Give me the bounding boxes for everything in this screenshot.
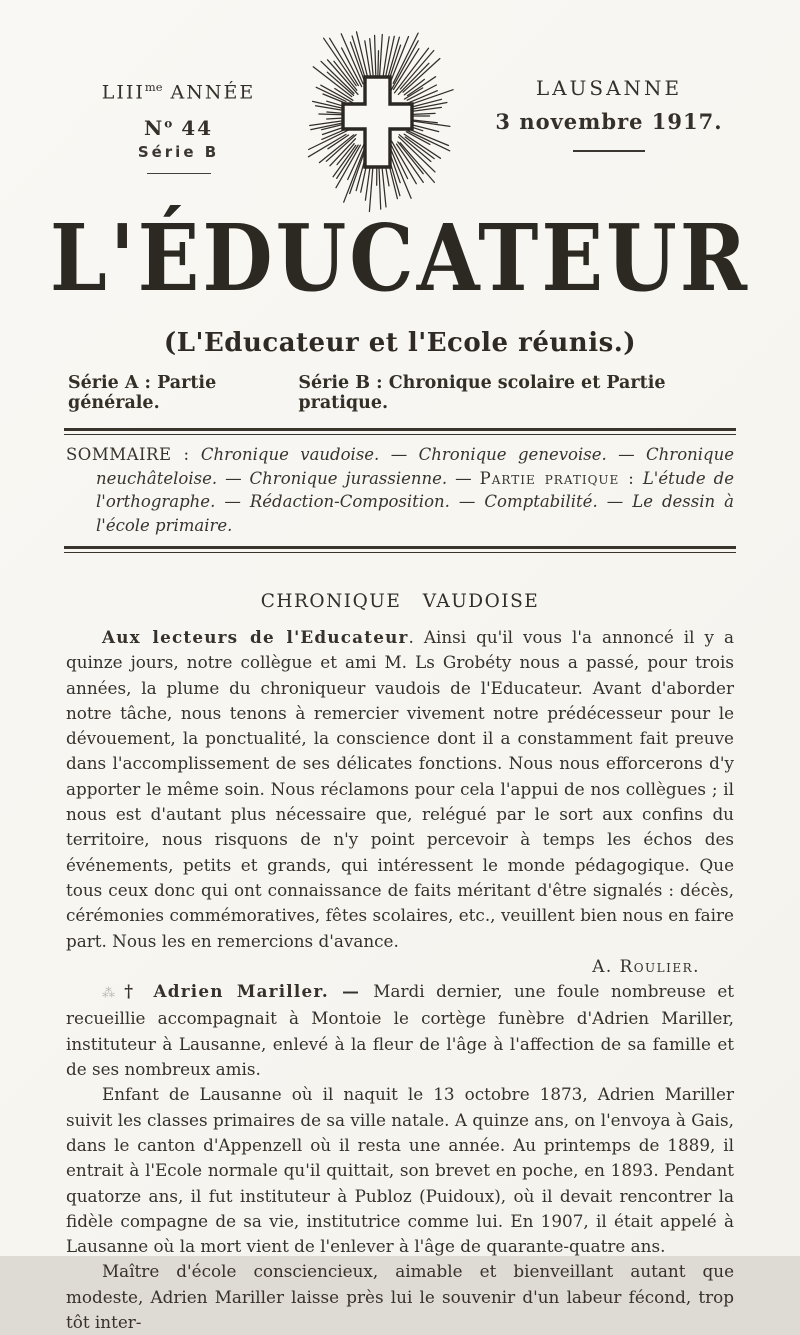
sommaire-box — [64, 428, 736, 553]
series-a-text: Série A : Partie générale. — [68, 373, 298, 413]
year-word: ANNÉE — [162, 81, 255, 103]
paragraph-eulogy: Maître d'école consciencieux, aimable et bienveillant autant que modeste, Adrien Mariller laisse près lui le souvenir d'un labeur fécond, trop tôt inter- — [66, 1259, 734, 1335]
paragraph-lead: Aux lecteurs de l'Educateur — [102, 627, 409, 647]
series-description — [68, 373, 732, 413]
signature: A. Roulier. — [0, 954, 700, 979]
paragraph-adrien-mariller: ⁂ † Adrien Mariller. — Mardi dernier, une foule nombreuse et recueillie accompagnait à Montoie le cortège funèbre d'Adrien Mariller, instituteur à Lausanne, enlevé à la fleur de l'âge à l'affection de sa famille et de ses nombreux amis. — [66, 979, 734, 1082]
place-line: LAUSANNE — [484, 76, 734, 100]
sommaire-text — [66, 443, 734, 537]
divider-rule — [573, 150, 645, 152]
year-line — [76, 80, 281, 103]
masthead-left — [76, 80, 281, 174]
divider-rule — [147, 173, 211, 174]
issue-number: $N^o$ 44 — [76, 116, 281, 140]
paragraph-lead: † Adrien Mariller. — — [124, 981, 373, 1001]
year-superscript: me — [145, 80, 163, 94]
sommaire-label: SOMMAIRE : — [66, 445, 190, 464]
print-smudge: ⁂ — [102, 986, 119, 1001]
masthead-right — [484, 76, 734, 152]
double-rule-top — [64, 428, 736, 435]
journal-subtitle: (L'Educateur et l'Ecole réunis.) — [0, 328, 800, 358]
masthead — [0, 0, 800, 205]
series-label: Série B — [76, 143, 281, 161]
journal-title: L'ÉDUCATEUR — [0, 213, 800, 305]
article-chronique-vaudoise — [0, 591, 800, 1335]
partie-pratique-label: Partie pratique : — [480, 469, 635, 488]
swiss-cross-sunburst-icon — [296, 28, 458, 206]
date-line: 3 novembre 1917. — [484, 109, 734, 134]
paragraph-aux-lecteurs: Aux lecteurs de l'Educateur. Ainsi qu'il vous l'a annoncé il y a quinze jours, notre collègue et ami M. Ls Grobéty nous a passé, pour trois années, la plume du chroniqueur vaudois de l'Educateur. Avant d'aborder notre tâche, nous tenons à remercier vivement notre prédécesseur pour le dévouement, la ponctualité, la conscience dont il a constamment fait preuve dans l'accomplissement de ses délicates fonctions. Nous nous efforcerons d'y apporter le même soin. Nous réclamons pour cela l'appui de nos collègues ; il nous est d'autant plus nécessaire que, relégué par le sort aux confins du territoire, nous risquons de n'y point percevoir à temps les échos des événements, petits et grands, qui intéressent le monde pédagogique. Que tous ceux donc qui ont connaissance de faits méritant d'être signalés : décès, cérémonies commémoratives, fêtes scolaires, etc., veuillent bien nous en faire part. Nous les en remercions d'avance. — [66, 625, 734, 954]
sommaire-part1: Chronique vaudoise. — Chronique genevoise. — Chronique neuchâteloise. — Chronique jurassienne. — — [96, 445, 734, 488]
double-rule-bottom — [64, 546, 736, 553]
paragraph-biography: Enfant de Lausanne où il naquit le 13 octobre 1873, Adrien Mariller suivit les classes primaires de sa ville natale. A quinze ans, on l'envoya à Gais, dans le canton d'Appenzell où il resta une année. Au printemps de 1889, il entrait à l'Ecole normale qu'il quittait, son brevet en poche, en 1893. Pendant quatorze ans, il fut instituteur à Publoz (Puidoux), où il devait rencontrer la fidèle compagne de sa vie, institutrice comme lui. En 1907, il était appelé à Lausanne où la mort vient de l'enlever à l'âge de quarante-quatre ans. — [66, 1082, 734, 1259]
year-roman: LIII — [102, 81, 145, 103]
article-heading: CHRONIQUE VAUDOISE — [0, 591, 800, 612]
series-b-text: Série B : Chronique scolaire et Partie pratique. — [298, 373, 732, 413]
sommaire-part2: L'étude de l'orthographe. — Rédaction-Composition. — Comptabilité. — Le dessin à l'école primaire. — [96, 469, 734, 535]
